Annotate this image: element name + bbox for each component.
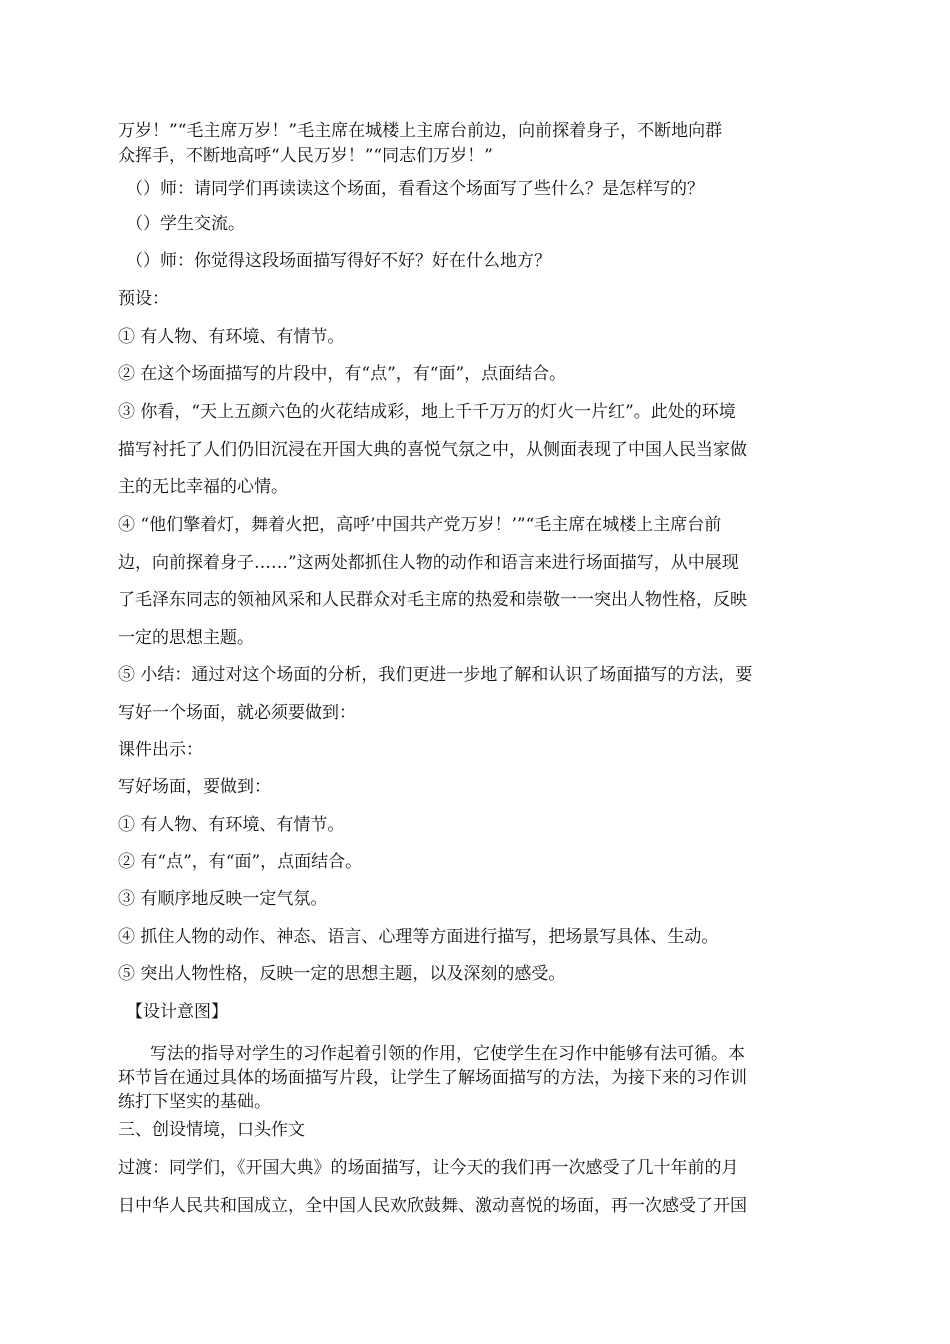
text-line: 边，向前探着身子……”这两处都抓住人物的动作和语言来进行场面描写，从中展现: [118, 553, 739, 573]
text-line: 描写衬托了人们仍旧沉浸在开国大典的喜悦气氛之中，从侧面表现了中国人民当家做: [118, 440, 747, 460]
text-line: ① 有人物、有环境、有情节。: [118, 327, 345, 347]
text-line: ④ 抓住人物的动作、神态、语言、心理等方面进行描写，把场景写具体、生动。: [118, 927, 719, 947]
text-line: 主的无比幸福的心情。: [118, 477, 288, 497]
section-heading: 三、创设情境，口头作文: [118, 1120, 305, 1140]
text-line: 写好场面，要做到：: [118, 777, 271, 797]
text-line: ⑤ 小结：通过对这个场面的分析，我们更进一步地了解和认识了场面描写的方法，要: [118, 665, 753, 685]
text-line: 日中华人民共和国成立，全中国人民欢欣鼓舞、激动喜悦的场面，再一次感受了开国: [118, 1196, 747, 1216]
text-line: 环节旨在通过具体的场面描写片段，让学生了解场面描写的方法，为接下来的习作训: [118, 1068, 747, 1088]
text-line: 一定的思想主题。: [118, 628, 254, 648]
text-line: （）师：请同学们再读读这个场面，看看这个场面写了些什么？是怎样写的？: [126, 179, 704, 199]
text-line: ① 有人物、有环境、有情节。: [118, 815, 345, 835]
text-line: （）学生交流。: [126, 214, 245, 234]
text-line: 了毛泽东同志的领袖风采和人民群众对毛主席的热爱和崇敬一一突出人物性格，反映: [118, 590, 747, 610]
text-line: 众挥手，不断地高呼“人民万岁！”“同志们万岁！”: [118, 146, 493, 166]
text-line: 写好一个场面，就必须要做到：: [118, 703, 356, 723]
text-line: 练打下坚实的基础。: [118, 1092, 271, 1112]
text-line: ⑤ 突出人物性格，反映一定的思想主题，以及深刻的感受。: [118, 964, 566, 984]
text-line: ③ 你看，“天上五颜六色的火花结成彩，地上千千万万的灯火一片红”。此处的环境: [118, 402, 736, 422]
text-line: 万岁！”“毛主席万岁！”毛主席在城楼上主席台前边，向前探着身子，不断地向群: [118, 121, 723, 141]
text-line: 课件出示：: [118, 740, 203, 760]
text-line: ② 有“点”，有“面”，点面结合。: [118, 852, 363, 872]
text-line: ③ 有顺序地反映一定气氛。: [118, 889, 328, 909]
text-line: ④ “他们擎着灯，舞着火把，高呼’中国共产党万岁！’”“毛主席在城楼上主席台前: [118, 515, 722, 535]
text-line: 写法的指导对学生的习作起着引领的作用，它使学生在习作中能够有法可循。本: [150, 1044, 745, 1064]
text-line: 预设：: [118, 289, 169, 309]
text-line: （）师：你觉得这段场面描写得好不好？好在什么地方？: [126, 251, 551, 271]
text-line: ② 在这个场面描写的片段中，有“点”，有“面”，点面结合。: [118, 364, 567, 384]
section-heading: 【设计意图】: [126, 1002, 228, 1022]
text-line: 过渡：同学们，《开国大典》的场面描写，让今天的我们再一次感受了几十年前的月: [118, 1158, 739, 1178]
